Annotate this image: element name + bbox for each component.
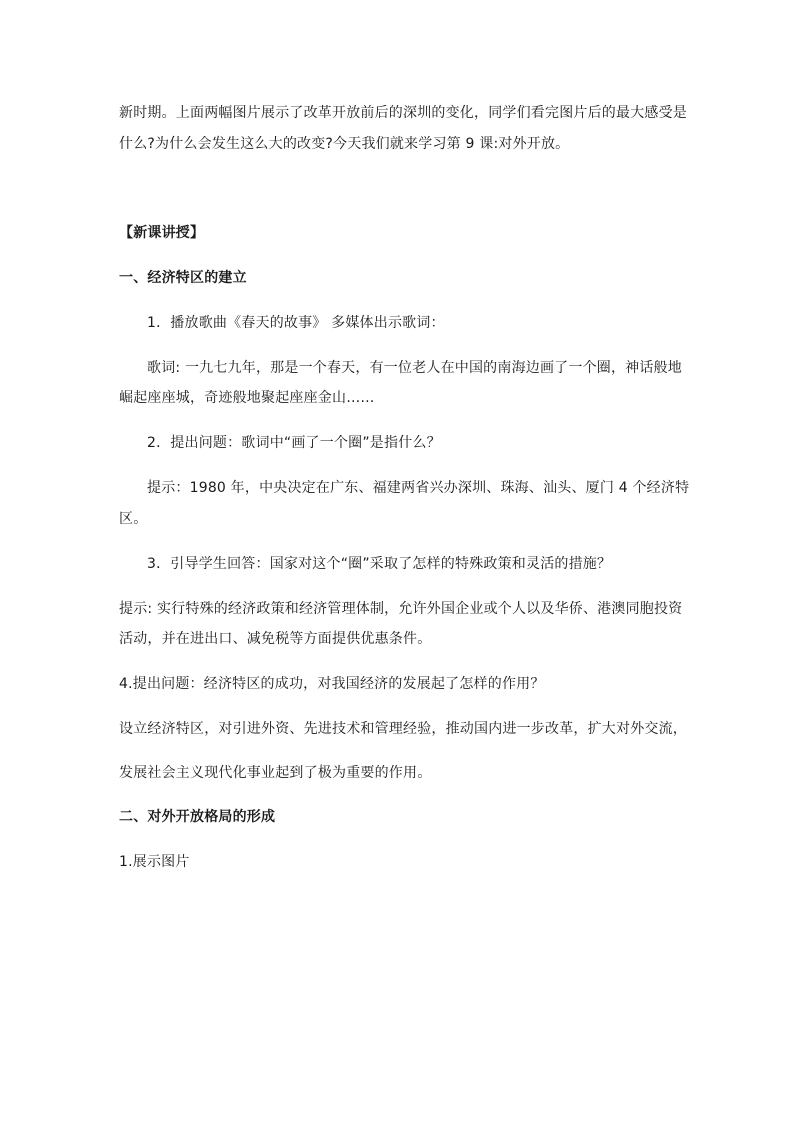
answer-line-1: 设立经济特区，对引进外资、先进技术和管理经验，推动国内进一步改革，扩大对外交流， bbox=[119, 721, 687, 737]
step-3: 3．引导学生回答：国家对这个“圈”采取了怎样的特殊政策和灵活的措施？ bbox=[147, 556, 612, 572]
section-header: 【新课讲授】 bbox=[119, 225, 205, 241]
intro-line-1: 新时期。上面两幅图片展示了改革开放前后的深圳的变化，同学们看完图片后的最大感受是 bbox=[119, 105, 687, 121]
hint-2-line-2: 活动，并在进出口、减免税等方面提供优惠条件。 bbox=[119, 631, 432, 647]
step-1: 1．播放歌曲《春天的故事》 多媒体出示歌词： bbox=[147, 315, 445, 331]
step-2: 2．提出问题：歌词中“画了一个圈”是指什么？ bbox=[147, 435, 441, 451]
hint-2-line-1: 提示: 实行特殊的经济政策和经济管理体制，允许外国企业或个人以及华侨、港澳同胞投资 bbox=[119, 601, 683, 617]
part2-step-1: 1.展示图片 bbox=[119, 854, 190, 870]
intro-line-2: 什么?为什么会发生这么大的改变?今天我们就来学习第 9 课:对外开放。 bbox=[119, 136, 570, 152]
lyrics-line-2: 崛起座座城，奇迹般地聚起座座金山…… bbox=[119, 390, 375, 406]
answer-line-2: 发展社会主义现代化事业起到了极为重要的作用。 bbox=[119, 765, 432, 781]
step-4: 4.提出问题：经济特区的成功，对我国经济的发展起了怎样的作用？ bbox=[119, 676, 545, 692]
part1-title: 一、经济特区的建立 bbox=[119, 270, 247, 286]
lyrics-line-1: 歌词: 一九七九年，那是一个春天，有一位老人在中国的南海边画了一个圈，神话般地 bbox=[147, 360, 682, 376]
hint-1-line-1: 提示：1980 年，中央决定在广东、福建两省兴办深圳、珠海、汕头、厦门 4 个经济特 bbox=[147, 480, 690, 496]
part2-title: 二、对外开放格局的形成 bbox=[119, 809, 276, 825]
hint-1-line-2: 区。 bbox=[119, 511, 148, 527]
